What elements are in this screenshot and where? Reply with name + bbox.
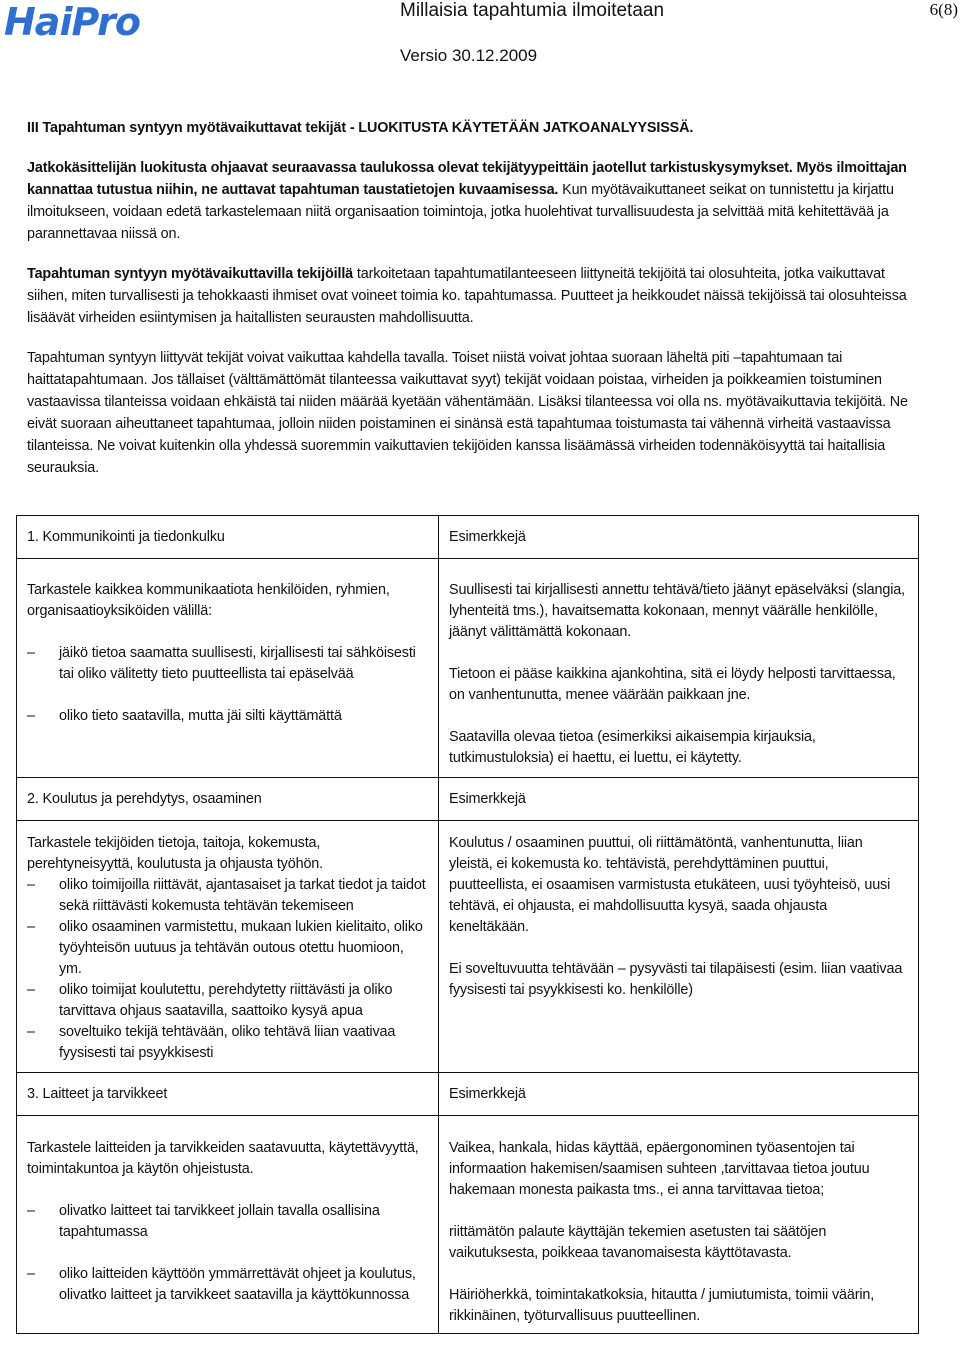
intro-section bbox=[27, 117, 917, 479]
factor-table bbox=[16, 515, 919, 1334]
check-intro: Tarkastele laitteiden ja tarvikkeiden saatavuutta, käytettävyyttä, toimintakuntoa ja käytön ohjeistusta. bbox=[27, 1140, 419, 1177]
examples-cell bbox=[439, 559, 919, 778]
list-item: – oliko toimijoilla riittävät, ajantasaiset ja tarkat tiedot ja taidot sekä riittävästi kokemusta tehtävän tekemiseen bbox=[27, 875, 428, 917]
list-item: – oliko tieto saatavilla, mutta jäi silti käyttämättä bbox=[27, 706, 428, 727]
list-item: – oliko osaaminen varmistettu, mukaan lukien kielitaito, oliko työyhteisön uutuus ja tehtävän outous otettu huomioon, ym. bbox=[27, 917, 428, 980]
intro-paragraph-3: Tapahtuman syntyyn liittyvät tekijät voivat vaikuttaa kahdella tavalla. Toiset niistä voivat johtaa suoraan läheltä piti –tapahtumaan tai haittatapahtumaan. Jos tällaiset (välttämättömät tilanteessa vaikuttavat syyt) tekijät voidaan poistaa, virheiden ja poikkeamien toistuminen vastaavissa tilanteissa voidaan ehkäistä tai niiden määrää kyetään vähentämään. Lisäksi tilanteessa voi olla ns. myötävaikuttavia tekijöitä. Ne eivät suoraan aiheuttaneet tapahtumaa, jolloin niiden poistaminen ei sinänsä estä tapahtumaa toistumasta tai vähennä virheitä vastaavissa tilanteissa. Ne voivat kuitenkin olla yhdessä suoremmin vaikuttavien tekijöiden kanssa lisäämässä virheiden todennäköisyyttä tai haitallisia seurauksia. bbox=[27, 350, 908, 476]
intro-paragraph-1-bold: Jatkokäsittelijän luokitusta ohjaavat seuraavassa taulukossa olevat tekijätyypeittäin jaotellut tarkistuskysymykset. Myös ilmoittajan kannattaa tutustua niihin, ne auttavat tapahtuman taustatietojen kuvaamisessa. bbox=[27, 160, 907, 198]
list-item-text: oliko laitteiden käyttöön ymmärrettävät ohjeet ja koulutus, olivatko laitteet ja tarvikkeet saatavilla ja käyttökunnossa bbox=[59, 1266, 416, 1303]
section-heading: III Tapahtuman syntyyn myötävaikuttavat tekijät - LUOKITUSTA KÄYTETÄÄN JATKOANALYYSISSÄ. bbox=[27, 120, 694, 136]
list-item: – oliko laitteiden käyttöön ymmärrettävät ohjeet ja koulutus, olivatko laitteet ja tarvikkeet saatavilla ja käyttökunnossa bbox=[27, 1264, 428, 1306]
example-text: Suullisesti tai kirjallisesti annettu tehtävä/tieto jäänyt epäselväksi (slangia, lyhenteitä tms.), havaitsematta kokonaan, mennyt väärälle henkilölle, jäänyt välittämättä kokonaan. bbox=[449, 582, 905, 640]
examples-cell bbox=[439, 1116, 919, 1334]
list-item-text: olivatko laitteet tai tarvikkeet jollain tavalla osallisina tapahtumassa bbox=[59, 1203, 380, 1240]
list-item: – soveltuiko tekijä tehtävään, oliko tehtävä liian vaativaa fyysisesti tai psyykkisesti bbox=[27, 1022, 428, 1064]
check-intro: Tarkastele tekijöiden tietoja, taitoja, kokemusta, perehtyneisyyttä, koulutusta ja ohjausta työhön. bbox=[27, 835, 323, 872]
example-text: Ei soveltuvuutta tehtävään – pysyvästi tai tilapäisesti (esim. liian vaativaa fyysisesti tai psyykkisesti ko. henkilölle) bbox=[449, 961, 903, 998]
list-item-text: oliko tieto saatavilla, mutta jäi silti käyttämättä bbox=[59, 708, 342, 724]
list-item: – olivatko laitteet tai tarvikkeet jollain tavalla osallisina tapahtumassa bbox=[27, 1201, 428, 1243]
intro-paragraph-1-text: Kun myötävaikuttaneet seikat on tunnistettu ja kirjattu ilmoitukseen, voidaan edetä tarkastelemaan niitä organisaation toimintoja, jotka huolehtivat turvallisuudesta ja selvittää mitä kehitettävää ja parannettavaa niissä on. bbox=[27, 182, 894, 242]
list-item-text: oliko osaaminen varmistettu, mukaan lukien kielitaito, oliko työyhteisön uutuus ja tehtävän outous otettu huomioon, ym. bbox=[59, 919, 423, 977]
example-text: Tietoon ei pääse kaikkina ajankohtina, sitä ei löydy helposti tarvittaessa, on vanhentunutta, menee väärään paikkaan jne. bbox=[449, 666, 896, 703]
intro-paragraph-2-bold: Tapahtuman syntyyn myötävaikuttavilla tekijöillä bbox=[27, 266, 354, 282]
example-text: Häiriöherkkä, toimintakatkoksia, hitautta / jumiutumista, toimii väärin, rikkinäinen, työturvallisuus puutteellinen. bbox=[449, 1287, 875, 1324]
list-item-text: jäikö tietoa saamatta suullisesti, kirjallisesti tai sähköisesti tai oliko välitetty tieto puutteellista tai epäselvää bbox=[59, 645, 416, 682]
check-questions-cell bbox=[17, 559, 439, 778]
table-header-row bbox=[17, 516, 919, 559]
check-intro: Tarkastele kaikkea kommunikaatiota henkilöiden, ryhmien, organisaatioyksiköiden välillä: bbox=[27, 582, 390, 619]
intro-paragraph-1 bbox=[27, 157, 917, 245]
list-item: – oliko toimijat koulutettu, perehdytetty riittävästi ja oliko tarvittava ohjaus saatavilla, saattoiko kysyä apua bbox=[27, 980, 428, 1022]
table-header-row bbox=[17, 1073, 919, 1116]
header-title: Millaisia tapahtumia ilmoitetaan bbox=[400, 0, 665, 21]
page-number: 6(8) bbox=[929, 0, 958, 19]
check-questions-cell bbox=[17, 821, 439, 1073]
table-row bbox=[17, 559, 919, 778]
list-item: – jäikö tietoa saamatta suullisesti, kirjallisesti tai sähköisesti tai oliko välitetty tieto puutteellista tai epäselvää bbox=[27, 643, 428, 685]
section-title: 3. Laitteet ja tarvikkeet bbox=[17, 1073, 439, 1116]
version-label: Versio 30.12.2009 bbox=[400, 46, 538, 65]
examples-label: Esimerkkejä bbox=[439, 778, 919, 821]
section-title: 1. Kommunikointi ja tiedonkulku bbox=[17, 516, 439, 559]
examples-label: Esimerkkejä bbox=[439, 516, 919, 559]
list-item-text: oliko toimijat koulutettu, perehdytetty riittävästi ja oliko tarvittava ohjaus saatavilla, saattoiko kysyä apua bbox=[59, 982, 393, 1019]
haipro-logo: HaiPro bbox=[4, 0, 140, 44]
list-item-text: soveltuiko tekijä tehtävään, oliko tehtävä liian vaativaa fyysisesti tai psyykkisesti bbox=[59, 1024, 396, 1061]
intro-paragraph-2 bbox=[27, 263, 917, 329]
intro-paragraph-2-text: tarkoitetaan tapahtumatilanteeseen liittyneitä tekijöitä tai olosuhteita, jotka vaikuttavat siihen, miten turvallisesti ja tehokkaasti ihmiset ovat voineet toimia ko. tapahtumassa. Puutteet ja heikkoudet näissä tekijöissä tai olosuhteissa lisäävät virheiden esiintymisen ja haitallisten seurausten mahdollisuutta. bbox=[27, 266, 907, 326]
table-row bbox=[17, 821, 919, 1073]
list-item-text: oliko toimijoilla riittävät, ajantasaiset ja tarkat tiedot ja taidot sekä riittävästi kokemusta tehtävän tekemiseen bbox=[59, 877, 426, 914]
example-text: riittämätön palaute käyttäjän tekemien asetusten tai säätöjen vaikutuksesta, poikkeaa tavanomaisesta käyttötavasta. bbox=[449, 1224, 827, 1261]
example-text: Vaikea, hankala, hidas käyttää, epäergonominen työasentojen tai informaation hakemisen/saamisen suhteen ,tarvittavaa tietoa joutuu hakemaan monesta paikasta tms., ei anna tarvittavaa tietoa; bbox=[449, 1140, 870, 1198]
table-row bbox=[17, 1116, 919, 1334]
table-header-row bbox=[17, 778, 919, 821]
examples-label: Esimerkkejä bbox=[439, 1073, 919, 1116]
check-questions-cell bbox=[17, 1116, 439, 1334]
example-text: Koulutus / osaaminen puuttui, oli riittämätöntä, vanhentunutta, liian yleistä, ei kokemusta ko. tehtävistä, perehdyttäminen puuttui, puutteellista, ei osaamisen varmistusta etukäteen, uusi työyhteisö, uusi tehtävä, ei ohjausta, ei mahdollisuutta kysyä, saada ohjausta keneltäkään. bbox=[449, 835, 891, 935]
examples-cell bbox=[439, 821, 919, 1073]
section-title: 2. Koulutus ja perehdytys, osaaminen bbox=[17, 778, 439, 821]
example-text: Saatavilla olevaa tietoa (esimerkiksi aikaisempia kirjauksia, tutkimustuloksia) ei haettu, ei luettu, ei käytetty. bbox=[449, 729, 816, 766]
